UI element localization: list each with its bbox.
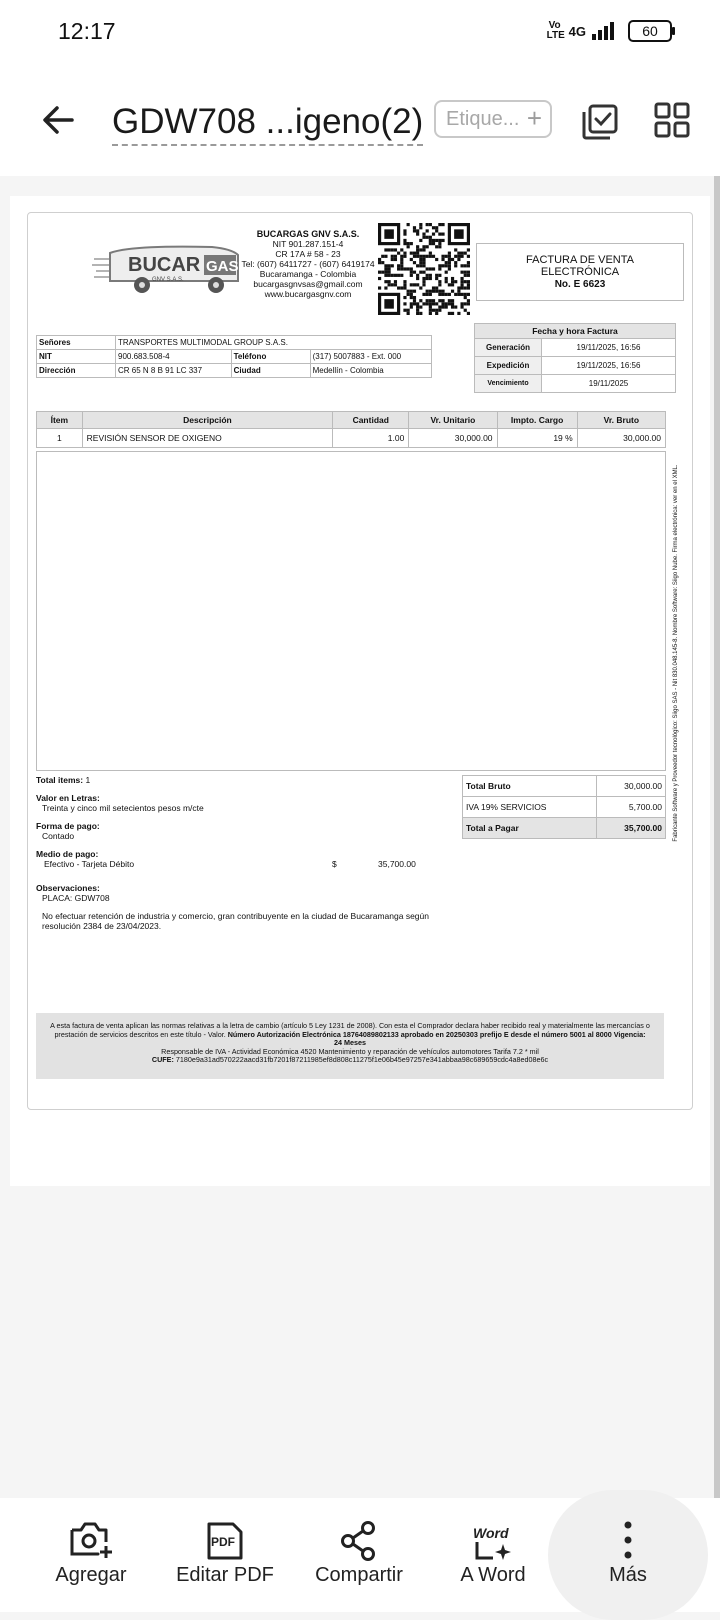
payment-method-label: Medio de pago: bbox=[36, 849, 99, 859]
col-gross: Vr. Bruto bbox=[577, 412, 665, 429]
plate: PLACA: GDW708 bbox=[42, 893, 110, 903]
total-due: 35,700.00 bbox=[597, 818, 666, 839]
dates-header: Fecha y hora Factura bbox=[475, 324, 676, 339]
to-word-button[interactable] bbox=[426, 1498, 560, 1612]
authorization-text: Número Autorización Electrónica 18764089802133 aprobado en 20250303 prefijo E desde el número 5001 al 8000 Vigencia: 24 Meses bbox=[227, 1029, 646, 1048]
dates-table bbox=[474, 323, 676, 393]
address-label: Dirección bbox=[37, 364, 116, 378]
col-quantity: Cantidad bbox=[333, 412, 409, 429]
payment-info bbox=[36, 775, 466, 931]
observation-text: No efectuar retención de industria y comercio, gran contribuyente en la ciudad de Bucaramanga según resolución 2384 de 23/04/2023. bbox=[42, 911, 429, 931]
vat-amount: 5,700.00 bbox=[597, 797, 666, 818]
network-type: 4G bbox=[568, 23, 586, 39]
row-quantity: 1.00 bbox=[333, 429, 409, 448]
city-label: Ciudad bbox=[231, 364, 310, 378]
more-button[interactable] bbox=[561, 1498, 695, 1612]
svg-text:BUCAR: BUCAR bbox=[128, 254, 201, 276]
total-due-label: Total a Pagar bbox=[463, 818, 597, 839]
more-vertical-icon bbox=[622, 1520, 634, 1560]
company-logo bbox=[92, 241, 242, 301]
status-bar bbox=[0, 0, 720, 64]
company-phone: Tel: (607) 6411727 - (607) 6419174 bbox=[241, 259, 375, 269]
svg-text:GAS: GAS bbox=[206, 258, 239, 275]
issue-label: Expedición bbox=[475, 357, 542, 375]
signal-icon bbox=[592, 22, 614, 40]
company-email: bucargasgnvsas@gmail.com bbox=[253, 279, 363, 289]
payment-currency: $ bbox=[332, 859, 337, 869]
payment-method: Efectivo - Tarjeta Débito bbox=[44, 859, 135, 869]
svg-text:PDF: PDF bbox=[211, 1535, 235, 1549]
col-description: Descripción bbox=[82, 412, 333, 429]
to-word-label: A Word bbox=[460, 1564, 526, 1586]
invoice-number: No. E 6623 bbox=[554, 279, 606, 290]
phone-label: Teléfono bbox=[231, 350, 310, 364]
payment-form: Contado bbox=[42, 831, 75, 841]
cufe-value: 7180e9a31ad570222aacd31fb7201f87211985ef8d808c11275f1e06b45e97257e341abbaa98c689659cdc4a8ed08e6c bbox=[175, 1055, 549, 1065]
company-city: Bucaramanga - Colombia bbox=[259, 269, 357, 279]
edit-pdf-button[interactable] bbox=[158, 1498, 292, 1612]
select-icon[interactable] bbox=[580, 102, 620, 142]
gross-total-label: Total Bruto bbox=[463, 776, 597, 797]
plus-icon: + bbox=[526, 103, 542, 133]
cufe-label: CUFE: bbox=[151, 1055, 174, 1065]
gross-total: 30,000.00 bbox=[597, 776, 666, 797]
row-unit-price: 30,000.00 bbox=[409, 429, 497, 448]
more-label: Más bbox=[609, 1564, 647, 1586]
amount-words: Treinta y cinco mil setecientos pesos m/cte bbox=[42, 803, 204, 813]
generation-label: Generación bbox=[475, 339, 542, 357]
legal-text: A esta factura de venta aplican las normas relativas a la letra de cambio (artículo 5 Ley 1231 de 2008). Con esta el Comprador declara haber recibido real y materialmente las mercancías o prestación de servicios descritos en este título - Valor. bbox=[50, 1021, 650, 1039]
share-button[interactable] bbox=[292, 1498, 426, 1612]
customer-name: TRANSPORTES MULTIMODAL GROUP S.A.S. bbox=[116, 336, 432, 350]
word-icon bbox=[471, 1520, 515, 1564]
pdf-page[interactable] bbox=[10, 196, 710, 1186]
vertical-note bbox=[670, 453, 682, 853]
share-icon bbox=[339, 1520, 379, 1562]
customer-city: Medellín - Colombia bbox=[310, 364, 431, 378]
tag-placeholder: Etique... bbox=[446, 108, 520, 130]
issue-date: 19/11/2025, 16:56 bbox=[542, 357, 676, 375]
invoice bbox=[27, 212, 693, 1110]
tax-responsibility: Responsable de IVA - Actividad Económica 4520 Mantenimiento y reparación de vehículos automotores Tarifa 7.2 * mil bbox=[161, 1046, 539, 1056]
vat-label: IVA 19% SERVICIOS bbox=[463, 797, 597, 818]
volte-indicator: Vo LTE bbox=[546, 20, 565, 41]
svg-text:Word: Word bbox=[473, 1525, 509, 1541]
nit-label: NIT bbox=[37, 350, 116, 364]
share-label: Compartir bbox=[315, 1564, 403, 1586]
company-nit: NIT 901.287.151-4 bbox=[272, 239, 344, 249]
add-tag-button[interactable] bbox=[434, 100, 552, 138]
due-date: 19/11/2025 bbox=[542, 375, 676, 393]
col-tax: Impto. Cargo bbox=[497, 412, 577, 429]
add-label: Agregar bbox=[55, 1564, 127, 1586]
clock: 12:17 bbox=[58, 18, 116, 44]
total-items: 1 bbox=[85, 775, 91, 785]
total-items-label: Total items: bbox=[36, 775, 84, 785]
software-note: Fabricante Software y Proveedor tecnológico: Siigo SAS - Nit 830.048.145-8. Nombre Software: Siigo Nube. Firma electrónica: ver en el XML. bbox=[673, 464, 679, 842]
customer-table bbox=[36, 335, 432, 378]
grid-view-icon[interactable] bbox=[654, 102, 690, 138]
row-item: 1 bbox=[37, 429, 83, 448]
svg-text:GNV S.A.S.: GNV S.A.S. bbox=[152, 277, 184, 283]
company-web: www.bucargasgnv.com bbox=[264, 289, 352, 299]
legal-footer bbox=[36, 1013, 664, 1079]
invoice-title-line1: FACTURA DE VENTA bbox=[526, 254, 634, 266]
company-name: BUCARGAS GNV S.A.S. bbox=[256, 229, 360, 239]
payment-form-label: Forma de pago: bbox=[36, 821, 100, 831]
items-area bbox=[36, 451, 666, 771]
invoice-title-line2: ELECTRÓNICA bbox=[540, 266, 620, 278]
qr-code bbox=[378, 223, 470, 315]
items-table bbox=[36, 411, 666, 448]
customer-nit: 900.683.508-4 bbox=[116, 350, 232, 364]
due-label: Vencimiento bbox=[475, 375, 542, 393]
scrollbar[interactable] bbox=[714, 176, 720, 1498]
col-item: Ítem bbox=[37, 412, 83, 429]
battery-icon: 60 bbox=[628, 20, 672, 42]
customer-phone: (317) 5007883 - Ext. 000 bbox=[310, 350, 431, 364]
edit-pdf-label: Editar PDF bbox=[176, 1564, 274, 1586]
bottom-toolbar bbox=[0, 1498, 720, 1612]
amount-words-label: Valor en Letras: bbox=[36, 793, 100, 803]
generation-date: 19/11/2025, 16:56 bbox=[542, 339, 676, 357]
back-arrow-icon[interactable] bbox=[38, 100, 78, 140]
company-info bbox=[238, 229, 378, 299]
row-tax: 19 % bbox=[497, 429, 577, 448]
row-description: REVISIÓN SENSOR DE OXIGENO bbox=[82, 429, 333, 448]
pdf-icon bbox=[205, 1520, 245, 1562]
customer-label: Señores bbox=[37, 336, 116, 350]
company-address: CR 17A # 58 - 23 bbox=[275, 249, 341, 259]
col-unit-price: Vr. Unitario bbox=[409, 412, 497, 429]
document-title[interactable]: GDW708 ...igeno(2) bbox=[112, 100, 423, 146]
payment-amount: 35,700.00 bbox=[378, 859, 416, 869]
observations-label: Observaciones: bbox=[36, 883, 100, 893]
totals-table bbox=[462, 775, 666, 839]
customer-address: CR 65 N 8 B 91 LC 337 bbox=[116, 364, 232, 378]
row-gross: 30,000.00 bbox=[577, 429, 665, 448]
invoice-title-box bbox=[476, 243, 684, 301]
app-bar bbox=[0, 64, 720, 176]
add-button[interactable] bbox=[24, 1498, 158, 1612]
table-row bbox=[37, 429, 666, 448]
camera-plus-icon bbox=[68, 1520, 114, 1560]
